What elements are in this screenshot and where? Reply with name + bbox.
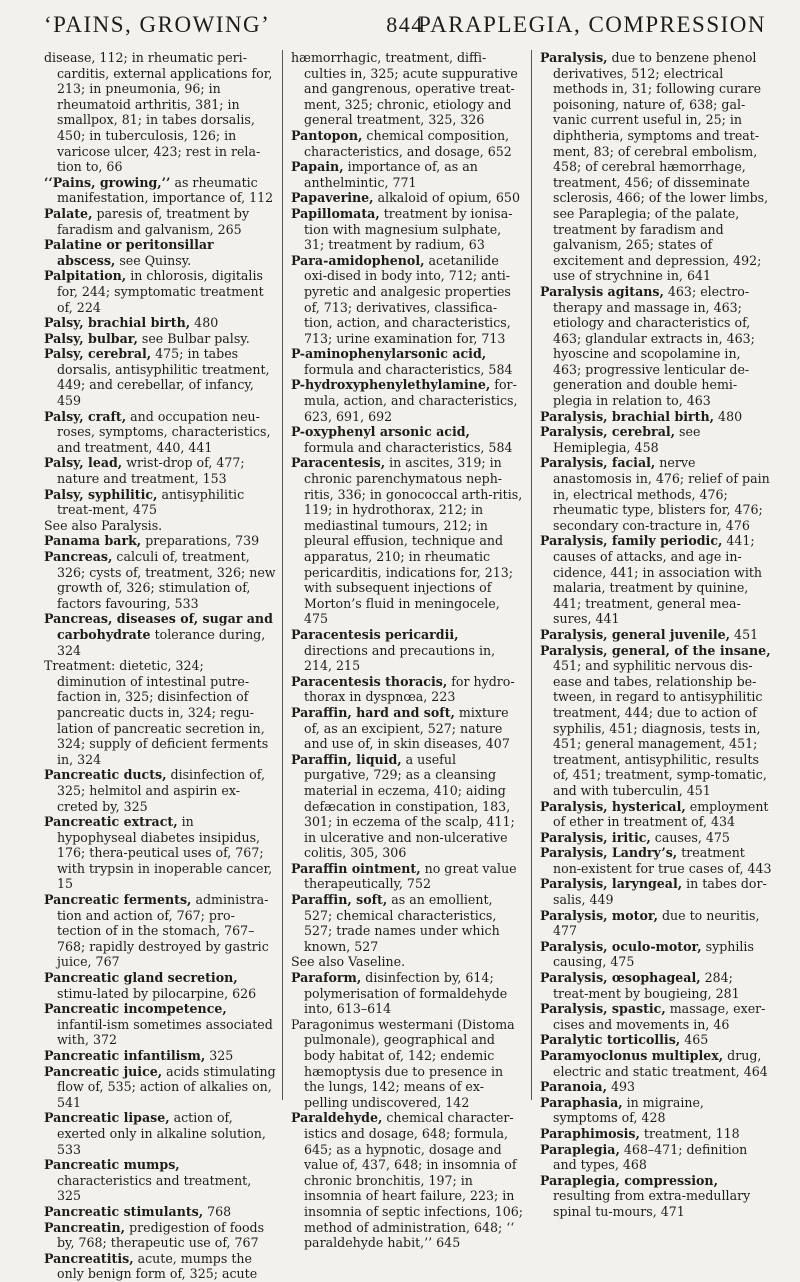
index-entry-heading: Papaverine, (291, 190, 374, 206)
index-entry-text: formula and characteristics, 584 (304, 439, 513, 455)
index-entry-heading: Paralysis, laryngeal, (540, 876, 683, 892)
index-entry (44, 268, 276, 315)
index-entry (44, 346, 276, 408)
index-entry-heading: P-hydroxyphenylethylamine, (291, 377, 491, 393)
index-entry-text: 480 (190, 315, 219, 331)
index-entry-text: hæmorrhagic, treatment, diffi-culties in, 325; acute suppurative and gangrenous, operative treat-ment, 325; chronic, etiology and general treatment, 325, 326 (291, 50, 518, 128)
index-entry (291, 206, 523, 253)
index-entry-heading: Paraplegia, (540, 1141, 620, 1157)
index-entry-heading: Paranoia, (540, 1079, 607, 1095)
header-right-keyword: PARAPLEGIA, COMPRESSION (417, 12, 766, 37)
column-divider (531, 50, 532, 1100)
index-entry-heading: Paralysis, brachial birth, (540, 408, 715, 424)
index-entry (44, 549, 276, 611)
index-entry-heading: Paraform, (291, 970, 362, 986)
index-entry-text: due to neuritis, 477 (553, 907, 760, 939)
index-entry-heading: Paralysis, motor, (540, 907, 658, 923)
index-entry-text: mixture of, as an excipient, 527; nature and use of, in skin diseases, 407 (304, 704, 510, 752)
index-entry (44, 50, 276, 175)
index-entry-text: 451; and syphilitic nervous dis-ease and tabes, relationship be-tween, in regard to antisyphilitic treatment, 444; due to action of syphilis, 451; diagnosis, tests in, 451; general management, 451; treatment, antisyphilitic, results of, 451; treatment, symp-tomatic, and with tuberculin, 451 (553, 658, 767, 798)
column-divider (282, 50, 283, 1100)
index-entry-text: 441; causes of attacks, and age in-cidence, 441; in association with malaria, treatment by quinine, 441; treatment, general mea-sures, 441 (553, 533, 763, 627)
index-entry-text: disease, 112; in rheumatic peri-carditis, external applications for, 213; in pneumonia, 96; in rheumatoid arthritis, 381; in smallpox, 81; in tabes dorsalis, 450; in tuberculosis, 126; in varicose ulcer, 423; rest in rela-tion to, 66 (44, 50, 273, 175)
index-entry-text: See also Paralysis. (44, 517, 163, 533)
index-entry-text: 465 (680, 1032, 709, 1048)
index-entry-text: directions and precautions in, 214, 215 (304, 642, 496, 674)
index-entry (540, 939, 772, 970)
index-entry-text: action of, exerted only in alkaline solution, 533 (57, 1110, 266, 1157)
index-entry-heading: Paraffin, soft, (291, 892, 388, 908)
index-entry (44, 518, 276, 534)
index-entry-heading: Paraplegia, compression, (540, 1172, 718, 1188)
index-entry (540, 50, 772, 284)
index-entry-heading: Paraldehyde, (291, 1110, 383, 1126)
index-entry-text: for hydro-thorax in dyspnœa, 223 (304, 673, 515, 705)
index-entry-text: syphilis causing, 475 (553, 938, 754, 970)
index-entry (291, 159, 523, 190)
index-entry (291, 892, 523, 954)
index-entry-text: wrist-drop of, 477; nature and treatment, 153 (57, 455, 245, 487)
index-entry (540, 845, 772, 876)
index-entry-text: infantil-ism sometimes associated with, 372 (57, 1016, 273, 1048)
index-entry-heading: Pancreatic juice, (44, 1063, 163, 1079)
index-entry-heading: Pancreas, (44, 549, 113, 564)
index-entry-heading: Panama bark, (44, 533, 142, 549)
index-entry-text: 768 (203, 1203, 232, 1219)
index-entry-text: 451 (730, 626, 759, 642)
index-entry-heading: Paralysis, oculo-motor, (540, 938, 702, 954)
index-entry (44, 1220, 276, 1251)
index-entry-text: in hypophyseal diabetes insipidus, 176; thera-peutical uses of, 767; with trypsin in inoperable cancer, 15 (57, 814, 273, 892)
index-entry (44, 1251, 276, 1282)
index-entry (291, 970, 523, 1017)
index-entry-text: in ascites, 319; in chronic parenchymatous neph-ritis, 336; in gonococcal arth-ritis, 119; in hydrothorax, 212; in mediastinal tumours, 212; in pleural effusion, technique and apparatus, 210; in rheumatic pericarditis, indications for, 213; with subsequent injections of Morton’s fluid in meningocele, 475 (304, 455, 523, 627)
index-entry (291, 752, 523, 861)
index-entry-text: 493 (606, 1079, 636, 1095)
running-header (44, 8, 766, 42)
index-entry-heading: Pancreatic ducts, (44, 767, 167, 783)
index-entry (540, 799, 772, 830)
index-entry-heading: Paralysis agitans, (540, 283, 664, 299)
index-entry-text: treatment, 118 (639, 1125, 740, 1141)
index-entry-heading: ‘‘Pains, growing,’’ (44, 174, 171, 190)
index-entry-heading: Palate, (44, 205, 93, 221)
index-entry (44, 970, 276, 1001)
index-entry (44, 1064, 276, 1111)
index-entry (540, 1142, 772, 1173)
index-entry-text: calculi of, treatment, 326; cysts of, treatment, 326; new growth of, 326; stimulation of, factors favouring, 533 (57, 549, 276, 611)
index-entry (540, 533, 772, 627)
index-entry-text: 475; in tabes dorsalis, antisyphilitic treatment, 449; and cerebellar, of infancy, 459 (57, 346, 270, 409)
index-entry-text: a useful purgative, 729; as a cleansing material in eczema, 410; aiding defæcation in constipation, 183, 301; in eczema of the scalp, 411; in ulcerative and non-ulcerative colitis, 305, 306 (304, 751, 515, 861)
index-entry (44, 1001, 276, 1048)
index-entry-text: resulting from extra-medullary spinal tu-mours, 471 (553, 1188, 751, 1219)
index-entry (540, 1032, 772, 1048)
index-entry-heading: Paracentesis thoracis, (291, 673, 448, 689)
index-entry-text: alkaloid of opium, 650 (373, 190, 520, 206)
index-entry-heading: Pancreatitis, (44, 1250, 134, 1266)
index-entry-heading: Paracentesis pericardii, (291, 626, 459, 642)
index-entry-heading: Paraffin ointment, (291, 860, 421, 876)
index-entry (44, 892, 276, 970)
index-entry (540, 1079, 772, 1095)
index-entry-text: acetanilide oxi-dised in body into, 712; anti-pyretic and analgesic properties of, 713; derivatives, classifica-tion, action, and characteristics, 713; urine examination for, 713 (304, 252, 511, 346)
index-entry-text: chemical character-istics and dosage, 648; formula, 645; as a hypnotic, dosage and value of, 437, 648; in insomnia of chronic bronchitis, 197; in insomnia of heart failure, 223; in insomnia of septic infections, 106; method of administration, 648; ‘‘ paraldehyde habit,’’ 645 (304, 1110, 523, 1251)
index-entry-heading: Paralysis, Landry’s, (540, 845, 678, 861)
index-entry-heading: Paracentesis, (291, 455, 386, 471)
index-entry-heading: Paralysis, œsophageal, (540, 970, 701, 986)
index-entry (540, 643, 772, 799)
index-entry-text: due to benzene phenol derivatives, 512; electrical methods in, 31; following curare poisoning, nature of, 638; gal-vanic current useful in, 25; in diphtheria, symptoms and treat-ment, 83; of cerebral embolism, 458; of cerebral hæmorrhage, treatment, 456; of disseminate sclerosis, 466; of the lower limbs, see Paraplegia; of the palate, treatment by faradism and galvanism, 265; states of excitement and depression, 492; use of strychnine in, 641 (553, 50, 769, 284)
index-entry-text: causes, 475 (650, 829, 730, 845)
index-entry (540, 627, 772, 643)
index-entry (291, 455, 523, 627)
index-entry (291, 705, 523, 752)
index-entry-text: drug, electric and static treatment, 464 (553, 1048, 768, 1079)
index-entry-text: see Bulbar palsy. (137, 330, 250, 346)
index-entry (291, 674, 523, 705)
index-entry-text: chemical composition, characteristics, and dosage, 652 (304, 127, 512, 159)
index-entry-heading: Palsy, craft, (44, 408, 127, 424)
index-entry-text: antisyphilitic treat-ment, 475 (57, 486, 245, 518)
index-entry (540, 424, 772, 455)
index-entry (44, 331, 276, 347)
index-entry-heading: Pantopon, (291, 127, 363, 143)
index-entry-heading: Pancreas, diseases of, sugar and carbohydrate (44, 611, 273, 642)
header-left-keyword: ‘PAINS, GROWING’ (44, 12, 271, 37)
index-entry-text: acids stimulating flow of, 535; action of alkalies on, 541 (57, 1063, 276, 1110)
index-entry-text: employment of ether in treatment of, 434 (553, 798, 769, 830)
index-entry-heading: Paralysis, cerebral, (540, 424, 676, 440)
index-entry-text: in migraine, symptoms of, 428 (553, 1094, 704, 1126)
index-entry-heading: Pancreatic mumps, (44, 1157, 180, 1173)
index-entry-text: see Hemiplegia, 458 (553, 424, 701, 455)
index-entry (44, 455, 276, 486)
index-column-2 (291, 50, 523, 1251)
index-entry-heading: Pancreatic extract, (44, 814, 178, 830)
index-entry-heading: Paraffin, liquid, (291, 751, 402, 767)
index-entry-text: formula and characteristics, 584 (304, 361, 513, 377)
index-entry-heading: Pancreatic infantilism, (44, 1048, 206, 1063)
index-entry-text: Paragonimus westermani (Distoma pulmonale), geographical and body habitat of, 142; endemic hæmoptysis due to presence in the lungs, 142; means of ex-pelling undiscovered, 142 (291, 1016, 515, 1110)
index-entry (44, 315, 276, 331)
index-entry-heading: Paramyoclonus multiplex, (540, 1048, 724, 1063)
index-entry-text: administra-tion and action of, 767; pro-tection of in the stomach, 767–768; rapidly destroyed by gastric juice, 767 (57, 892, 269, 970)
index-entry (540, 1173, 772, 1220)
index-entry-text: See also Vaseline. (291, 954, 406, 970)
index-entry-text: acute, mumps the only benign form of, 325; acute (57, 1250, 258, 1282)
index-entry-text: nerve anastomosis in, 476; relief of pain in, electrical methods, 476; rheumatic type, blisters for, 476; secondary con-tracture in, 476 (553, 455, 770, 533)
index-entry (540, 970, 772, 1001)
index-entry-text: see Quinsy. (115, 252, 192, 268)
index-entry (44, 1204, 276, 1220)
index-entry (44, 767, 276, 814)
index-entry-text: disinfection by, 614; polymerisation of formaldehyde into, 613–614 (304, 970, 508, 1017)
index-entry-heading: P-oxyphenyl arsonic acid, (291, 424, 470, 440)
index-entry-text: 463; electro-therapy and massage in, 463; etiology and characteristics of, 463; glandular extracts in, 463; hyoscine and scopolamine in, 463; progressive lenticular de-generation and double hemi-plegia in relation to, 463 (553, 283, 755, 409)
index-entry (44, 175, 276, 206)
index-entry (44, 206, 276, 237)
index-entry (44, 611, 276, 658)
index-entry (291, 1110, 523, 1250)
index-entry (44, 814, 276, 892)
index-entry-heading: Para-amidophenol, (291, 252, 425, 268)
index-entry (291, 128, 523, 159)
index-entry-text: treatment non-existent for true cases of, 443 (553, 845, 772, 876)
index-entry-text: stimu-lated by pilocarpine, 626 (57, 985, 257, 1001)
index-entry (44, 658, 276, 767)
index-entry (44, 409, 276, 456)
index-entry-text: paresis of, treatment by faradism and galvanism, 265 (57, 205, 250, 237)
index-entry-heading: Paralysis, family periodic, (540, 533, 723, 549)
index-entry-heading: Pancreatic lipase, (44, 1110, 170, 1126)
index-entry (291, 954, 523, 970)
index-column-1 (44, 50, 276, 1282)
index-entry-text: 468–471; definition and types, 468 (553, 1141, 748, 1173)
index-entry-heading: P-aminophenylarsonic acid, (291, 346, 487, 362)
index-entry-heading: Pancreatic ferments, (44, 892, 192, 908)
index-entry (44, 533, 276, 549)
index-entry-text: no great value therapeutically, 752 (304, 860, 517, 892)
index-entry-heading: Paraffin, hard and soft, (291, 704, 455, 720)
index-entry-heading: Paraphimosis, (540, 1125, 640, 1141)
index-entry (540, 1001, 772, 1032)
index-entry-heading: Palsy, lead, (44, 455, 123, 471)
index-entry (44, 487, 276, 518)
index-entry-text: as rheumatic manifestation, importance of, 112 (57, 174, 274, 206)
index-entry-text: preparations, 739 (141, 533, 260, 549)
index-entry-text: massage, exer-cises and movements in, 46 (553, 1001, 766, 1032)
index-entry (291, 50, 523, 128)
index-entry-heading: Palpitation, (44, 268, 127, 284)
index-entry-heading: Paralysis, iritic, (540, 829, 651, 845)
index-entry (291, 253, 523, 347)
index-entry (540, 455, 772, 533)
index-entry-heading: Paraphasia, (540, 1094, 623, 1110)
index-entry (44, 1110, 276, 1157)
index-entry (291, 377, 523, 424)
index-entry-text: and occupation neu-roses, symptoms, characteristics, and treatment, 440, 441 (57, 408, 271, 455)
index-entry (291, 861, 523, 892)
index-entry (540, 1048, 772, 1079)
index-entry (540, 908, 772, 939)
index-entry-text: characteristics and treatment, 325 (57, 1172, 252, 1204)
index-entry-heading: Pancreatic incompetence, (44, 1001, 227, 1017)
index-entry (540, 1095, 772, 1126)
index-column-3 (540, 50, 772, 1220)
index-entry (540, 876, 772, 907)
index-entry-text: 480 (714, 408, 743, 424)
index-entry-text: 325 (205, 1048, 234, 1063)
index-entry-text: 284; treat-ment by bougieing, 281 (553, 970, 740, 1001)
page-number: 844 (386, 12, 424, 37)
index-entry-text: for-mula, action, and characteristics, 623, 691, 692 (304, 377, 518, 424)
index-entry-heading: Pancreatin, (44, 1219, 126, 1235)
index-entry (291, 1017, 523, 1111)
index-entry (540, 830, 772, 846)
index-entry (291, 346, 523, 377)
index-entry (44, 1157, 276, 1204)
index-entry (291, 424, 523, 455)
index-entry-text: in tabes dor-salis, 449 (553, 876, 767, 908)
index-entry-heading: Palsy, syphilitic, (44, 486, 158, 502)
index-entry-heading: Paralysis, (540, 50, 608, 65)
index-entry (540, 409, 772, 425)
index-entry-heading: Paralysis, general juvenile, (540, 626, 731, 642)
index-entry-heading: Pancreatic stimulants, (44, 1203, 204, 1219)
index-entry-heading: Paralysis, hysterical, (540, 798, 686, 814)
index-entry-heading: Paralysis, general, of the insane, (540, 642, 771, 658)
index-entry-heading: Palatine or peritonsillar abscess, (44, 237, 214, 268)
index-entry-heading: Palsy, brachial birth, (44, 315, 191, 331)
index-entry (540, 284, 772, 409)
index-entry-text: as an emollient, 527; chemical characteristics, 527; trade names under which known, 527 (304, 892, 500, 954)
index-entry-heading: Pancreatic gland secretion, (44, 970, 238, 986)
index-entry-text: predigestion of foods by, 768; therapeutic use of, 767 (57, 1219, 265, 1251)
index-entry (291, 190, 523, 206)
index-entry-text: disinfection of, 325; helmitol and aspirin ex-creted by, 325 (57, 767, 265, 814)
index-entry-text: Treatment: dietetic, 324; diminution of intestinal putre-faction in, 325; disinfection of pancreatic ducts in, 324; regu-lation of pancreatic secretion in, 324; supply of deficient ferments in, 324 (44, 658, 269, 767)
index-entry-text: treatment by ionisa-tion with magnesium sulphate, 31; treatment by radium, 63 (304, 205, 513, 253)
index-entry-heading: Paralysis, facial, (540, 455, 656, 471)
index-entry (540, 1126, 772, 1142)
index-entry-text: tolerance during, 324 (57, 626, 266, 658)
index-entry (44, 1048, 276, 1064)
index-entry (291, 627, 523, 674)
index-entry-heading: Paralytic torticollis, (540, 1032, 681, 1048)
index-entry-text: importance of, as an anthelmintic, 771 (304, 159, 478, 190)
index-entry-heading: Papillomata, (291, 205, 380, 221)
index-entry-heading: Palsy, cerebral, (44, 346, 152, 362)
index-entry-heading: Palsy, bulbar, (44, 330, 138, 346)
index-entry (44, 237, 276, 268)
index-entry-heading: Papain, (291, 159, 344, 175)
index-entry-text: in chlorosis, digitalis for, 244; symptomatic treatment of, 224 (57, 268, 264, 315)
index-entry-heading: Paralysis, spastic, (540, 1001, 666, 1017)
